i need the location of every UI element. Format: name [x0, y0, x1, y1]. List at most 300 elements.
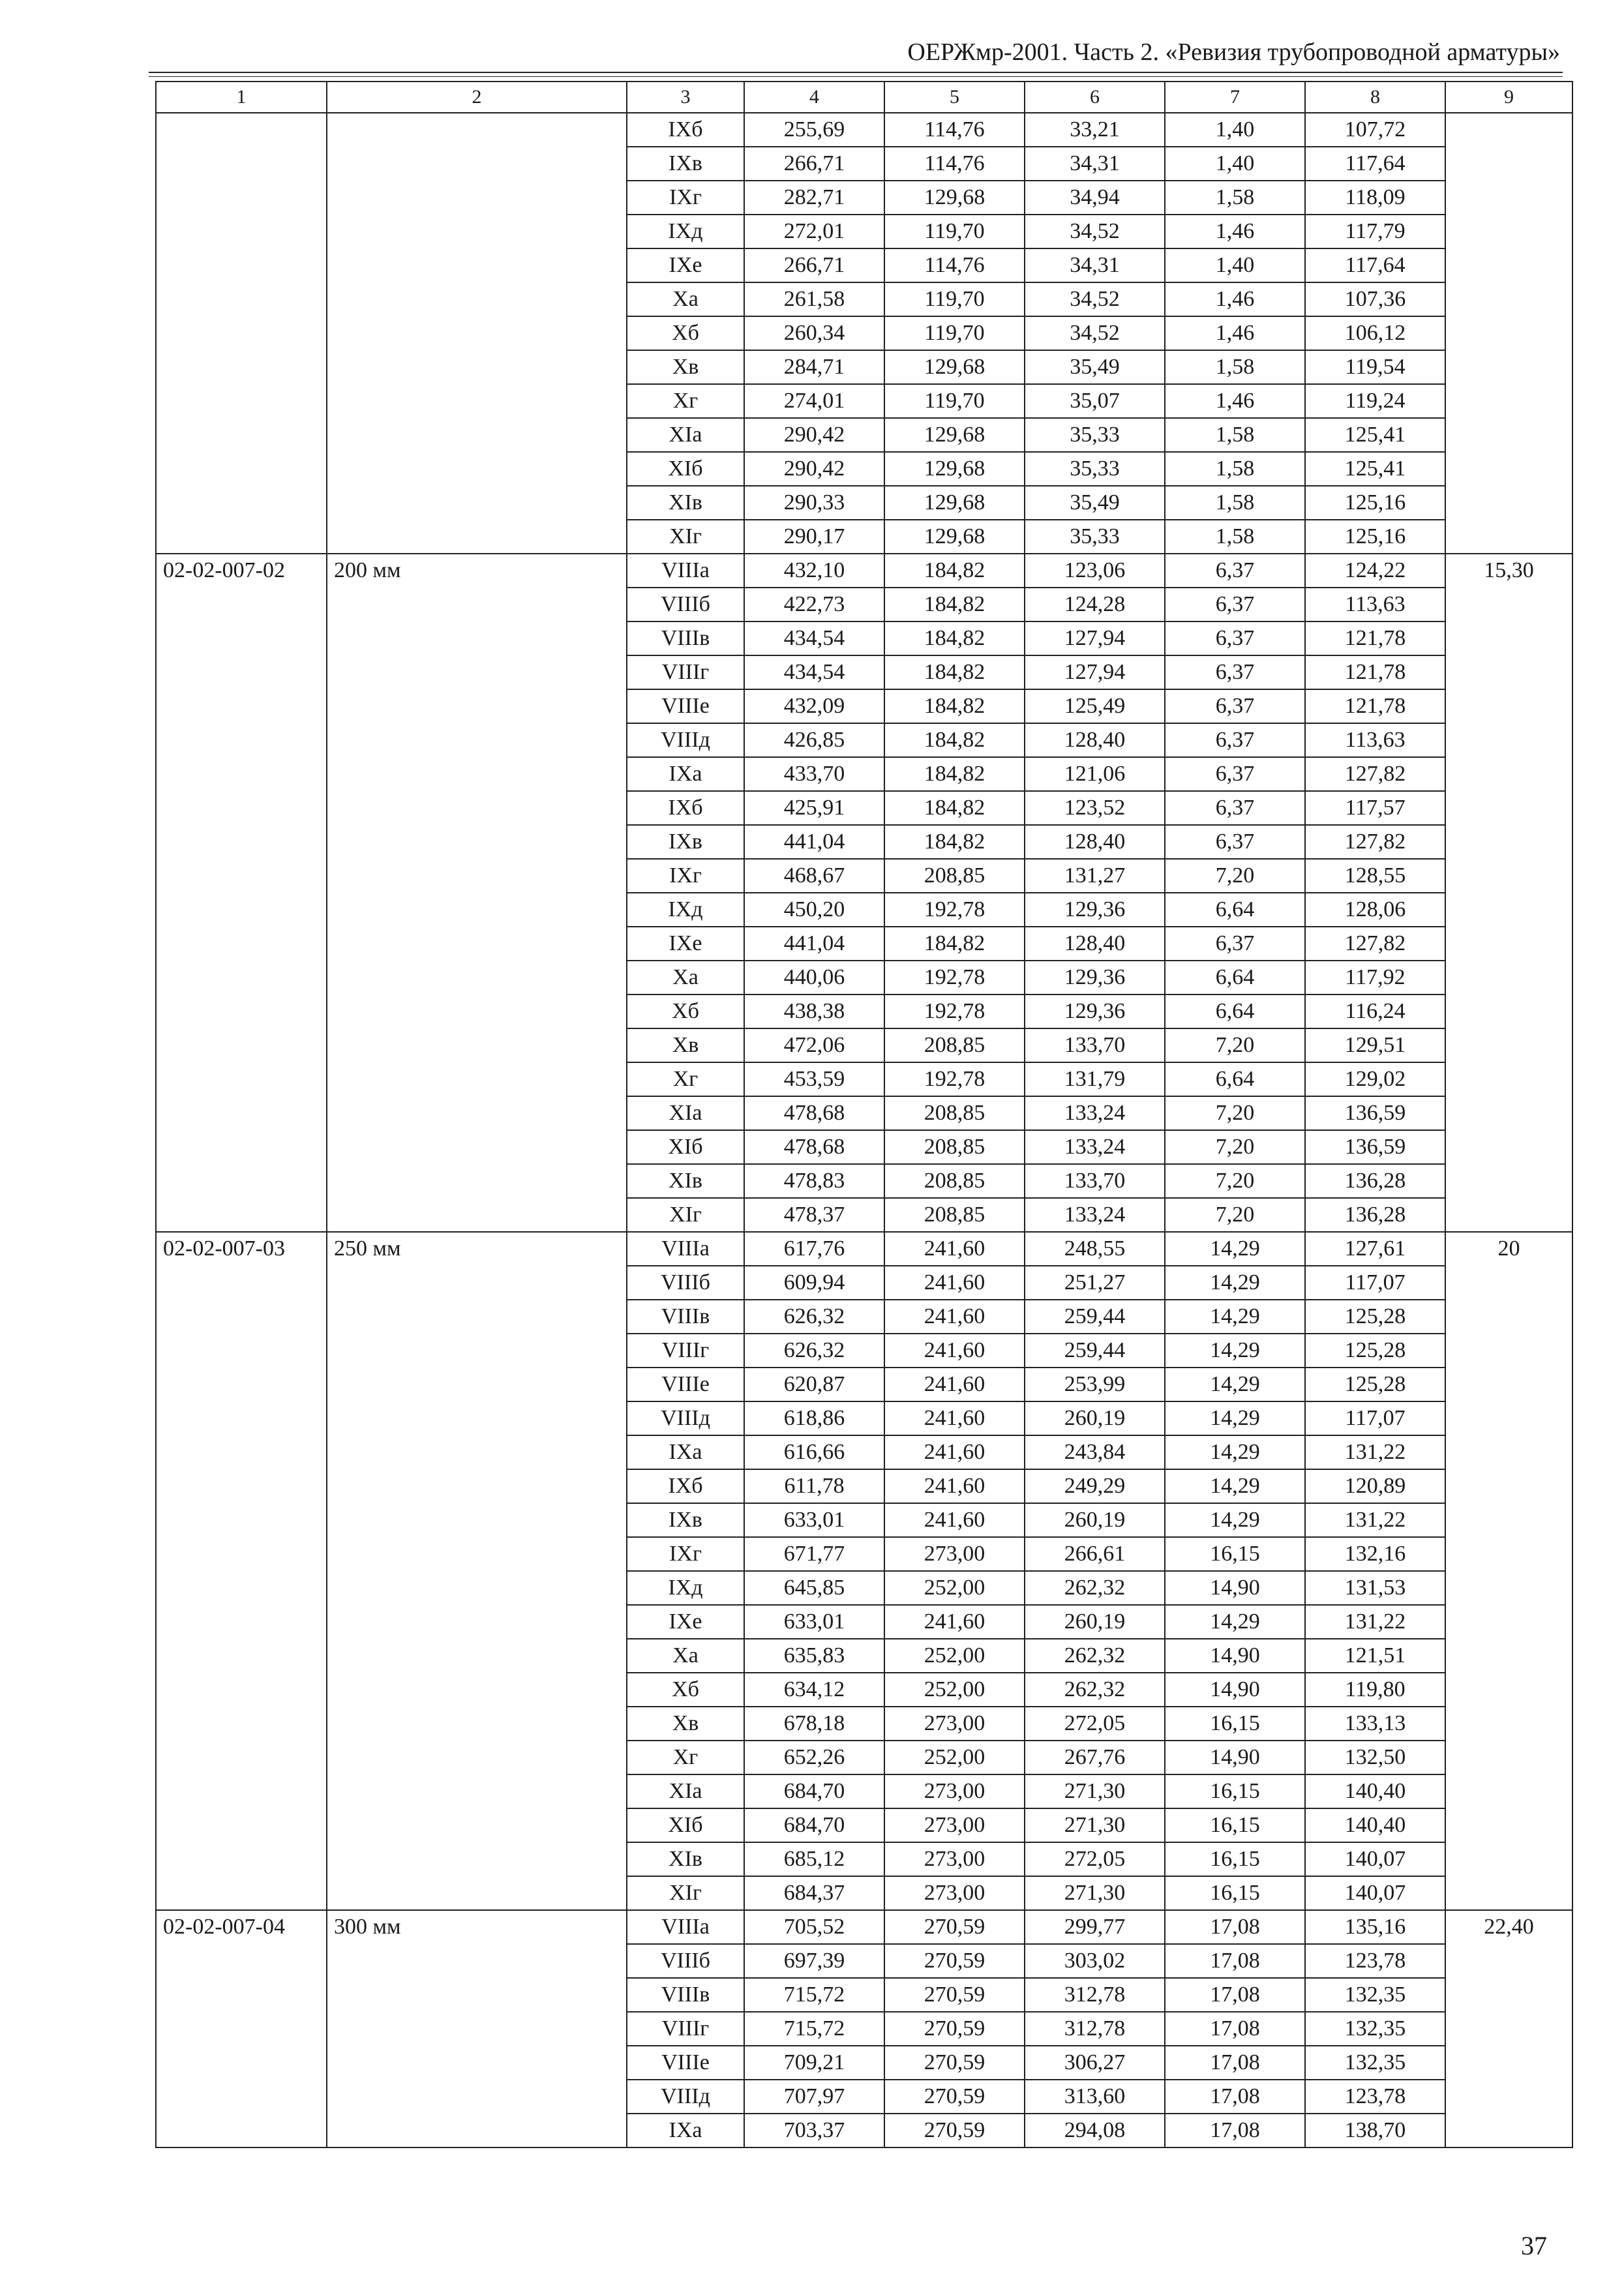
category-cell: IXe	[627, 248, 744, 282]
value-cell: 1,58	[1165, 181, 1305, 215]
category-cell: XIa	[627, 418, 744, 452]
value-cell: 14,90	[1165, 1741, 1305, 1774]
rates-table	[155, 81, 1573, 2148]
value-cell: 306,27	[1025, 2046, 1165, 2080]
value-cell: 266,71	[744, 248, 884, 282]
value-cell: 252,00	[884, 1741, 1025, 1774]
category-cell: IXe	[627, 1605, 744, 1639]
value-cell: 433,70	[744, 757, 884, 791]
value-cell: 271,30	[1025, 1876, 1165, 1910]
value-cell: 127,82	[1305, 825, 1445, 859]
value-cell: 1,46	[1165, 316, 1305, 350]
category-cell: XIв	[627, 1842, 744, 1876]
value-cell: 184,82	[884, 927, 1025, 961]
value-cell: 7,20	[1165, 1130, 1305, 1164]
value-cell: 620,87	[744, 1368, 884, 1401]
value-cell: 6,37	[1165, 927, 1305, 961]
column-number-cell: 6	[1025, 82, 1165, 113]
value-cell: 707,97	[744, 2080, 884, 2114]
category-cell: XIг	[627, 1876, 744, 1910]
column-9-cell: 20	[1445, 1232, 1572, 1910]
value-cell: 119,70	[884, 384, 1025, 418]
category-cell: VIIIa	[627, 554, 744, 588]
value-cell: 252,00	[884, 1571, 1025, 1605]
value-cell: 241,60	[884, 1266, 1025, 1300]
value-cell: 124,28	[1025, 588, 1165, 621]
category-cell: Xa	[627, 282, 744, 316]
value-cell: 136,28	[1305, 1198, 1445, 1232]
value-cell: 611,78	[744, 1469, 884, 1503]
value-cell: 208,85	[884, 1130, 1025, 1164]
value-cell: 266,71	[744, 147, 884, 181]
category-cell: IXв	[627, 825, 744, 859]
column-number-cell: 3	[627, 82, 744, 113]
value-cell: 192,78	[884, 893, 1025, 927]
value-cell: 34,52	[1025, 215, 1165, 248]
value-cell: 16,15	[1165, 1707, 1305, 1741]
value-cell: 617,76	[744, 1232, 884, 1266]
category-cell: Xa	[627, 961, 744, 995]
value-cell: 113,63	[1305, 723, 1445, 757]
value-cell: 425,91	[744, 791, 884, 825]
value-cell: 128,40	[1025, 825, 1165, 859]
value-cell: 129,68	[884, 181, 1025, 215]
value-cell: 184,82	[884, 757, 1025, 791]
value-cell: 273,00	[884, 1537, 1025, 1571]
value-cell: 684,70	[744, 1774, 884, 1808]
value-cell: 129,68	[884, 486, 1025, 520]
table-row	[156, 554, 1572, 588]
value-cell: 312,78	[1025, 1978, 1165, 2012]
value-cell: 478,37	[744, 1198, 884, 1232]
category-cell: IXa	[627, 2114, 744, 2147]
value-cell: 14,29	[1165, 1435, 1305, 1469]
value-cell: 1,46	[1165, 215, 1305, 248]
value-cell: 129,68	[884, 350, 1025, 384]
value-cell: 121,78	[1305, 655, 1445, 689]
value-cell: 290,33	[744, 486, 884, 520]
value-cell: 709,21	[744, 2046, 884, 2080]
header-rule	[149, 72, 1563, 73]
value-cell: 14,29	[1165, 1605, 1305, 1639]
value-cell: 243,84	[1025, 1435, 1165, 1469]
value-cell: 119,80	[1305, 1673, 1445, 1707]
category-cell: Xг	[627, 1741, 744, 1774]
value-cell: 272,05	[1025, 1842, 1165, 1876]
value-cell: 140,07	[1305, 1876, 1445, 1910]
value-cell: 271,30	[1025, 1808, 1165, 1842]
value-cell: 192,78	[884, 961, 1025, 995]
value-cell: 129,36	[1025, 961, 1165, 995]
value-cell: 1,40	[1165, 113, 1305, 147]
value-cell: 119,24	[1305, 384, 1445, 418]
value-cell: 6,37	[1165, 791, 1305, 825]
value-cell: 131,22	[1305, 1605, 1445, 1639]
value-cell: 123,52	[1025, 791, 1165, 825]
rate-code-cell: 02-02-007-04	[156, 1910, 327, 2147]
value-cell: 133,24	[1025, 1130, 1165, 1164]
value-cell: 259,44	[1025, 1300, 1165, 1334]
value-cell: 17,08	[1165, 2012, 1305, 2046]
value-cell: 117,07	[1305, 1266, 1445, 1300]
value-cell: 252,00	[884, 1639, 1025, 1673]
value-cell: 248,55	[1025, 1232, 1165, 1266]
category-cell: IXe	[627, 927, 744, 961]
value-cell: 133,13	[1305, 1707, 1445, 1741]
table-row	[156, 1910, 1572, 1944]
value-cell: 14,29	[1165, 1334, 1305, 1368]
value-cell: 113,63	[1305, 588, 1445, 621]
value-cell: 118,09	[1305, 181, 1445, 215]
value-cell: 6,37	[1165, 554, 1305, 588]
value-cell: 450,20	[744, 893, 884, 927]
value-cell: 251,27	[1025, 1266, 1165, 1300]
value-cell: 441,04	[744, 927, 884, 961]
category-cell: VIIIб	[627, 1266, 744, 1300]
value-cell: 14,29	[1165, 1503, 1305, 1537]
value-cell: 312,78	[1025, 2012, 1165, 2046]
value-cell: 261,58	[744, 282, 884, 316]
value-cell: 125,16	[1305, 486, 1445, 520]
value-cell: 17,08	[1165, 1978, 1305, 2012]
category-cell: IXд	[627, 893, 744, 927]
value-cell: 14,90	[1165, 1571, 1305, 1605]
column-9-cell	[1445, 113, 1572, 554]
value-cell: 633,01	[744, 1605, 884, 1639]
value-cell: 34,31	[1025, 248, 1165, 282]
value-cell: 132,16	[1305, 1537, 1445, 1571]
category-cell: XIб	[627, 1808, 744, 1842]
value-cell: 426,85	[744, 723, 884, 757]
category-cell: Xг	[627, 384, 744, 418]
value-cell: 303,02	[1025, 1944, 1165, 1978]
category-cell: XIa	[627, 1774, 744, 1808]
value-cell: 6,37	[1165, 689, 1305, 723]
value-cell: 290,17	[744, 520, 884, 554]
value-cell: 685,12	[744, 1842, 884, 1876]
value-cell: 123,78	[1305, 1944, 1445, 1978]
value-cell: 432,10	[744, 554, 884, 588]
category-cell: IXa	[627, 1435, 744, 1469]
value-cell: 241,60	[884, 1435, 1025, 1469]
value-cell: 6,64	[1165, 1062, 1305, 1096]
value-cell: 684,70	[744, 1808, 884, 1842]
value-cell: 192,78	[884, 995, 1025, 1028]
value-cell: 132,35	[1305, 1978, 1445, 2012]
value-cell: 270,59	[884, 2012, 1025, 2046]
category-cell: XIб	[627, 1130, 744, 1164]
column-9-cell: 15,30	[1445, 554, 1572, 1232]
value-cell: 260,19	[1025, 1605, 1165, 1639]
category-cell: XIг	[627, 520, 744, 554]
rate-code-cell: 02-02-007-02	[156, 554, 327, 1232]
value-cell: 260,19	[1025, 1503, 1165, 1537]
category-cell: IXб	[627, 791, 744, 825]
value-cell: 16,15	[1165, 1774, 1305, 1808]
column-number-cell: 2	[327, 82, 627, 113]
value-cell: 140,07	[1305, 1842, 1445, 1876]
value-cell: 272,05	[1025, 1707, 1165, 1741]
value-cell: 1,58	[1165, 520, 1305, 554]
value-cell: 184,82	[884, 723, 1025, 757]
value-cell: 17,08	[1165, 1910, 1305, 1944]
value-cell: 129,68	[884, 452, 1025, 486]
category-cell: XIб	[627, 452, 744, 486]
value-cell: 114,76	[884, 248, 1025, 282]
table-row	[156, 113, 1572, 147]
value-cell: 35,49	[1025, 486, 1165, 520]
value-cell: 267,76	[1025, 1741, 1165, 1774]
value-cell: 6,64	[1165, 961, 1305, 995]
value-cell: 129,68	[884, 520, 1025, 554]
category-cell: XIв	[627, 1164, 744, 1198]
value-cell: 441,04	[744, 825, 884, 859]
value-cell: 478,68	[744, 1130, 884, 1164]
category-cell: Xв	[627, 1707, 744, 1741]
value-cell: 438,38	[744, 995, 884, 1028]
category-cell: IXг	[627, 1537, 744, 1571]
value-cell: 17,08	[1165, 2046, 1305, 2080]
value-cell: 6,37	[1165, 757, 1305, 791]
value-cell: 241,60	[884, 1300, 1025, 1334]
column-number-cell: 7	[1165, 82, 1305, 113]
value-cell: 1,40	[1165, 248, 1305, 282]
category-cell: IXб	[627, 113, 744, 147]
value-cell: 127,61	[1305, 1232, 1445, 1266]
category-cell: VIIIa	[627, 1232, 744, 1266]
value-cell: 17,08	[1165, 2080, 1305, 2114]
category-cell: Xб	[627, 1673, 744, 1707]
value-cell: 14,29	[1165, 1232, 1305, 1266]
value-cell: 671,77	[744, 1537, 884, 1571]
category-cell: VIIIд	[627, 2080, 744, 2114]
category-cell: VIIIб	[627, 1944, 744, 1978]
value-cell: 6,37	[1165, 723, 1305, 757]
value-cell: 114,76	[884, 147, 1025, 181]
value-cell: 117,92	[1305, 961, 1445, 995]
value-cell: 270,59	[884, 2046, 1025, 2080]
value-cell: 119,70	[884, 215, 1025, 248]
value-cell: 313,60	[1025, 2080, 1165, 2114]
value-cell: 140,40	[1305, 1774, 1445, 1808]
value-cell: 618,86	[744, 1401, 884, 1435]
category-cell: IXд	[627, 215, 744, 248]
category-cell: IXв	[627, 147, 744, 181]
value-cell: 14,29	[1165, 1300, 1305, 1334]
value-cell: 274,01	[744, 384, 884, 418]
value-cell: 270,59	[884, 1944, 1025, 1978]
value-cell: 119,70	[884, 316, 1025, 350]
value-cell: 6,37	[1165, 621, 1305, 655]
category-cell: IXг	[627, 859, 744, 893]
value-cell: 132,50	[1305, 1741, 1445, 1774]
value-cell: 128,55	[1305, 859, 1445, 893]
value-cell: 136,59	[1305, 1130, 1445, 1164]
value-cell: 1,40	[1165, 147, 1305, 181]
value-cell: 136,28	[1305, 1164, 1445, 1198]
value-cell: 192,78	[884, 1062, 1025, 1096]
value-cell: 16,15	[1165, 1808, 1305, 1842]
column-number-cell: 1	[156, 82, 327, 113]
value-cell: 35,07	[1025, 384, 1165, 418]
value-cell: 133,24	[1025, 1198, 1165, 1232]
value-cell: 6,64	[1165, 995, 1305, 1028]
value-cell: 262,32	[1025, 1571, 1165, 1605]
value-cell: 106,12	[1305, 316, 1445, 350]
value-cell: 705,52	[744, 1910, 884, 1944]
value-cell: 241,60	[884, 1334, 1025, 1368]
value-cell: 208,85	[884, 1164, 1025, 1198]
value-cell: 17,08	[1165, 1944, 1305, 1978]
value-cell: 273,00	[884, 1774, 1025, 1808]
value-cell: 645,85	[744, 1571, 884, 1605]
value-cell: 259,44	[1025, 1334, 1165, 1368]
diameter-cell	[327, 113, 627, 554]
value-cell: 284,71	[744, 350, 884, 384]
value-cell: 1,58	[1165, 486, 1305, 520]
value-cell: 14,29	[1165, 1401, 1305, 1435]
value-cell: 262,32	[1025, 1639, 1165, 1673]
value-cell: 125,28	[1305, 1334, 1445, 1368]
value-cell: 120,89	[1305, 1469, 1445, 1503]
category-cell: VIIIв	[627, 1300, 744, 1334]
value-cell: 684,37	[744, 1876, 884, 1910]
category-cell: Xг	[627, 1062, 744, 1096]
value-cell: 7,20	[1165, 1096, 1305, 1130]
category-cell: VIIIг	[627, 2012, 744, 2046]
value-cell: 184,82	[884, 689, 1025, 723]
value-cell: 208,85	[884, 1096, 1025, 1130]
value-cell: 1,58	[1165, 418, 1305, 452]
value-cell: 121,06	[1025, 757, 1165, 791]
page-header-title: ОЕРЖмр-2001. Часть 2. «Ревизия трубопроводной арматуры»	[907, 38, 1560, 66]
column-9-cell: 22,40	[1445, 1910, 1572, 2147]
value-cell: 271,30	[1025, 1774, 1165, 1808]
value-cell: 127,94	[1025, 655, 1165, 689]
value-cell: 255,69	[744, 113, 884, 147]
value-cell: 7,20	[1165, 859, 1305, 893]
value-cell: 34,52	[1025, 282, 1165, 316]
value-cell: 208,85	[884, 859, 1025, 893]
value-cell: 652,26	[744, 1741, 884, 1774]
value-cell: 184,82	[884, 791, 1025, 825]
value-cell: 135,16	[1305, 1910, 1445, 1944]
value-cell: 270,59	[884, 1910, 1025, 1944]
value-cell: 472,06	[744, 1028, 884, 1062]
column-number-cell: 5	[884, 82, 1025, 113]
value-cell: 270,59	[884, 1978, 1025, 2012]
value-cell: 34,94	[1025, 181, 1165, 215]
diameter-cell: 250 мм	[327, 1232, 627, 1910]
category-cell: VIIIe	[627, 2046, 744, 2080]
value-cell: 107,72	[1305, 113, 1445, 147]
value-cell: 14,29	[1165, 1368, 1305, 1401]
value-cell: 241,60	[884, 1401, 1025, 1435]
value-cell: 127,82	[1305, 927, 1445, 961]
value-cell: 33,21	[1025, 113, 1165, 147]
value-cell: 16,15	[1165, 1537, 1305, 1571]
value-cell: 626,32	[744, 1300, 884, 1334]
value-cell: 266,61	[1025, 1537, 1165, 1571]
category-cell: VIIIв	[627, 1978, 744, 2012]
value-cell: 1,58	[1165, 350, 1305, 384]
category-cell: VIIIa	[627, 1910, 744, 1944]
category-cell: IXд	[627, 1571, 744, 1605]
value-cell: 132,35	[1305, 2046, 1445, 2080]
value-cell: 260,34	[744, 316, 884, 350]
rate-code-cell	[156, 113, 327, 554]
value-cell: 14,29	[1165, 1469, 1305, 1503]
value-cell: 282,71	[744, 181, 884, 215]
value-cell: 290,42	[744, 452, 884, 486]
value-cell: 133,24	[1025, 1096, 1165, 1130]
value-cell: 16,15	[1165, 1842, 1305, 1876]
category-cell: VIIIг	[627, 1334, 744, 1368]
value-cell: 294,08	[1025, 2114, 1165, 2147]
column-number-cell: 9	[1445, 82, 1572, 113]
category-cell: Xб	[627, 316, 744, 350]
value-cell: 35,33	[1025, 520, 1165, 554]
value-cell: 270,59	[884, 2080, 1025, 2114]
value-cell: 121,78	[1305, 621, 1445, 655]
category-cell: VIIIд	[627, 1401, 744, 1435]
value-cell: 1,58	[1165, 452, 1305, 486]
value-cell: 434,54	[744, 655, 884, 689]
value-cell: 273,00	[884, 1707, 1025, 1741]
value-cell: 678,18	[744, 1707, 884, 1741]
value-cell: 273,00	[884, 1876, 1025, 1910]
value-cell: 270,59	[884, 2114, 1025, 2147]
value-cell: 1,46	[1165, 282, 1305, 316]
value-cell: 252,00	[884, 1673, 1025, 1707]
rate-code-cell: 02-02-007-03	[156, 1232, 327, 1910]
value-cell: 241,60	[884, 1605, 1025, 1639]
value-cell: 117,57	[1305, 791, 1445, 825]
value-cell: 131,27	[1025, 859, 1165, 893]
value-cell: 34,52	[1025, 316, 1165, 350]
category-cell: VIIIг	[627, 655, 744, 689]
page-number: 37	[1521, 2231, 1547, 2260]
value-cell: 715,72	[744, 2012, 884, 2046]
value-cell: 117,79	[1305, 215, 1445, 248]
category-cell: Xв	[627, 350, 744, 384]
value-cell: 14,90	[1165, 1639, 1305, 1673]
diameter-cell: 300 мм	[327, 1910, 627, 2147]
value-cell: 129,36	[1025, 893, 1165, 927]
value-cell: 123,78	[1305, 2080, 1445, 2114]
diameter-cell: 200 мм	[327, 554, 627, 1232]
category-cell: XIг	[627, 1198, 744, 1232]
category-cell: Xб	[627, 995, 744, 1028]
value-cell: 128,40	[1025, 723, 1165, 757]
value-cell: 131,79	[1025, 1062, 1165, 1096]
value-cell: 633,01	[744, 1503, 884, 1537]
value-cell: 117,64	[1305, 147, 1445, 181]
value-cell: 6,64	[1165, 893, 1305, 927]
value-cell: 241,60	[884, 1232, 1025, 1266]
value-cell: 290,42	[744, 418, 884, 452]
value-cell: 208,85	[884, 1028, 1025, 1062]
value-cell: 697,39	[744, 1944, 884, 1978]
value-cell: 432,09	[744, 689, 884, 723]
table-body	[156, 82, 1572, 2147]
category-cell: VIIIe	[627, 689, 744, 723]
value-cell: 715,72	[744, 1978, 884, 2012]
value-cell: 117,07	[1305, 1401, 1445, 1435]
value-cell: 299,77	[1025, 1910, 1165, 1944]
value-cell: 6,37	[1165, 825, 1305, 859]
value-cell: 129,02	[1305, 1062, 1445, 1096]
